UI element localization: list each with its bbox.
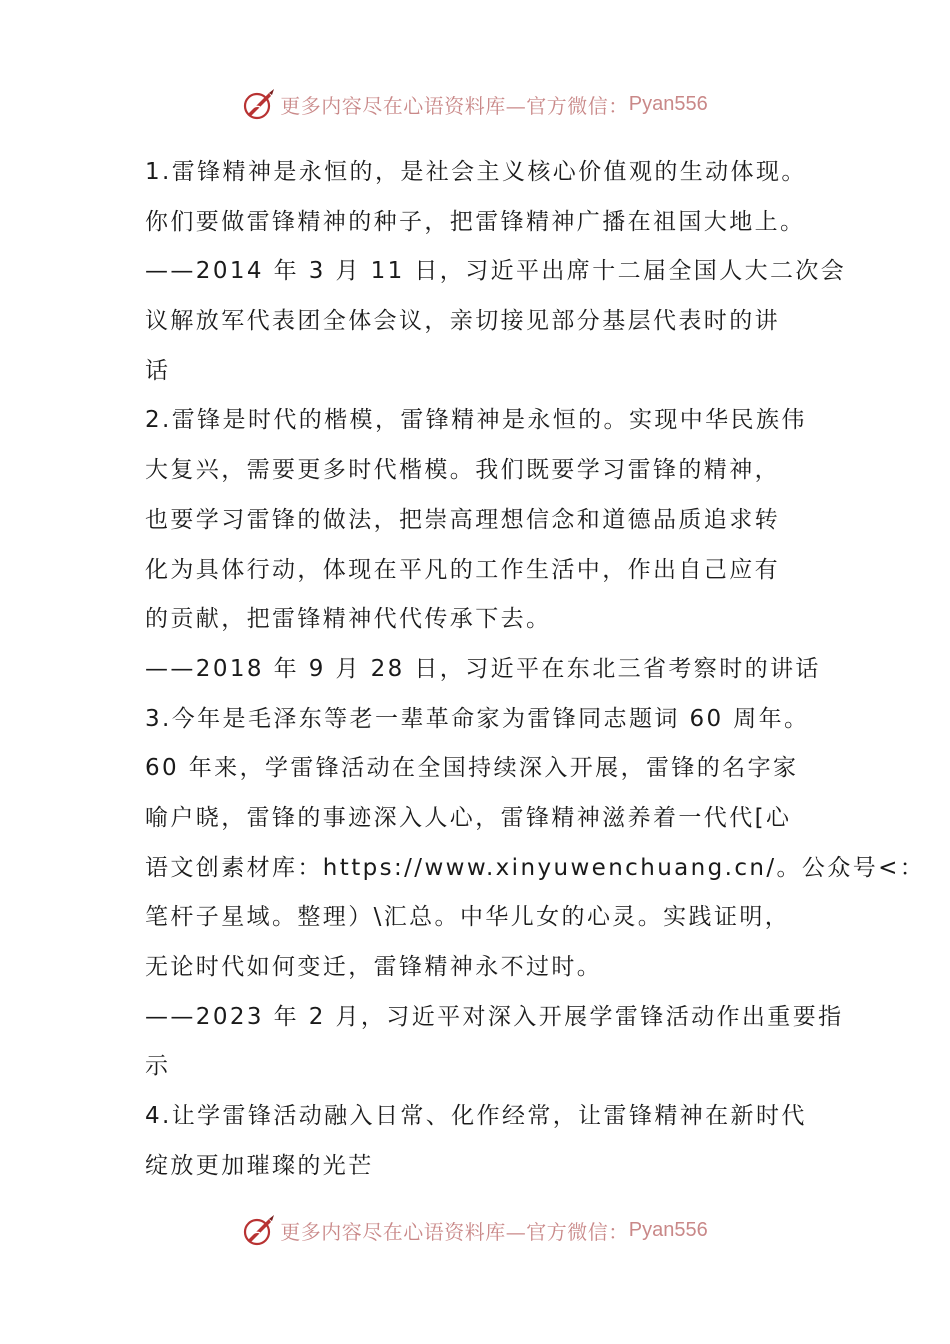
text-line: 60 年来，学雷锋活动在全国持续深入开展，雷锋的名字家 xyxy=(145,755,799,782)
text-line: 语文创素材库：https://www.xinyuwenchuang.cn/。公众号<： xyxy=(145,854,926,881)
text-line: 示 xyxy=(145,1053,171,1080)
text-line: 3.今年是毛泽东等老一辈革命家为雷锋同志题词 60 周年。 xyxy=(145,705,810,732)
text-line: 议解放军代表团全体会议，亲切接见部分基层代表时的讲 xyxy=(145,308,780,335)
header-banner-contact: Pyan556 xyxy=(628,92,708,115)
text-line: 你们要做雷锋精神的种子，把雷锋精神广播在祖国大地上。 xyxy=(145,208,806,235)
text-line: ——2014 年 3 月 11 日，习近平出席十二届全国人大二次会 xyxy=(145,258,847,285)
footer-banner-contact: Pyan556 xyxy=(628,1218,708,1241)
footer-banner xyxy=(0,1210,950,1250)
text-line: 喻户晓，雷锋的事迹深入人心，雷锋精神滋养着一代代[心 xyxy=(145,804,792,831)
quill-pen-icon xyxy=(242,1213,276,1247)
text-line: 2.雷锋是时代的楷模，雷锋精神是永恒的。实现中华民族伟 xyxy=(145,407,807,434)
text-line: 4.让学雷锋活动融入日常、化作经常，让雷锋精神在新时代 xyxy=(145,1103,807,1130)
text-line: ——2018 年 9 月 28 日，习近平在东北三省考察时的讲话 xyxy=(145,655,821,682)
text-line: 1.雷锋精神是永恒的，是社会主义核心价值观的生动体现。 xyxy=(145,159,807,185)
text-line: 也要学习雷锋的做法，把崇高理想信念和道德品质追求转 xyxy=(145,506,780,533)
text-line: 话 xyxy=(145,357,171,384)
text-line: 化为具体行动，体现在平凡的工作生活中，作出自己应有 xyxy=(145,556,780,583)
text-line: 大复兴，需要更多时代楷模。我们既要学习雷锋的精神， xyxy=(145,457,780,484)
header-banner-text: 更多内容尽在心语资料库—官方微信： xyxy=(280,93,629,118)
text-line: 笔杆子星域。整理）\汇总。中华儿女的心灵。实践证明， xyxy=(145,904,791,931)
text-line: 的贡献，把雷锋精神代代传承下去。 xyxy=(145,606,552,633)
quill-pen-icon xyxy=(242,87,276,121)
document-body xyxy=(145,148,926,1191)
text-line: 无论时代如何变迁，雷锋精神永不过时。 xyxy=(145,954,603,980)
text-line: ——2023 年 2 月，习近平对深入开展学雷锋活动作出重要指 xyxy=(145,1003,844,1030)
header-banner xyxy=(0,84,950,124)
footer-banner-text: 更多内容尽在心语资料库—官方微信： xyxy=(280,1219,629,1244)
text-line: 绽放更加璀璨的光芒 xyxy=(145,1152,374,1179)
